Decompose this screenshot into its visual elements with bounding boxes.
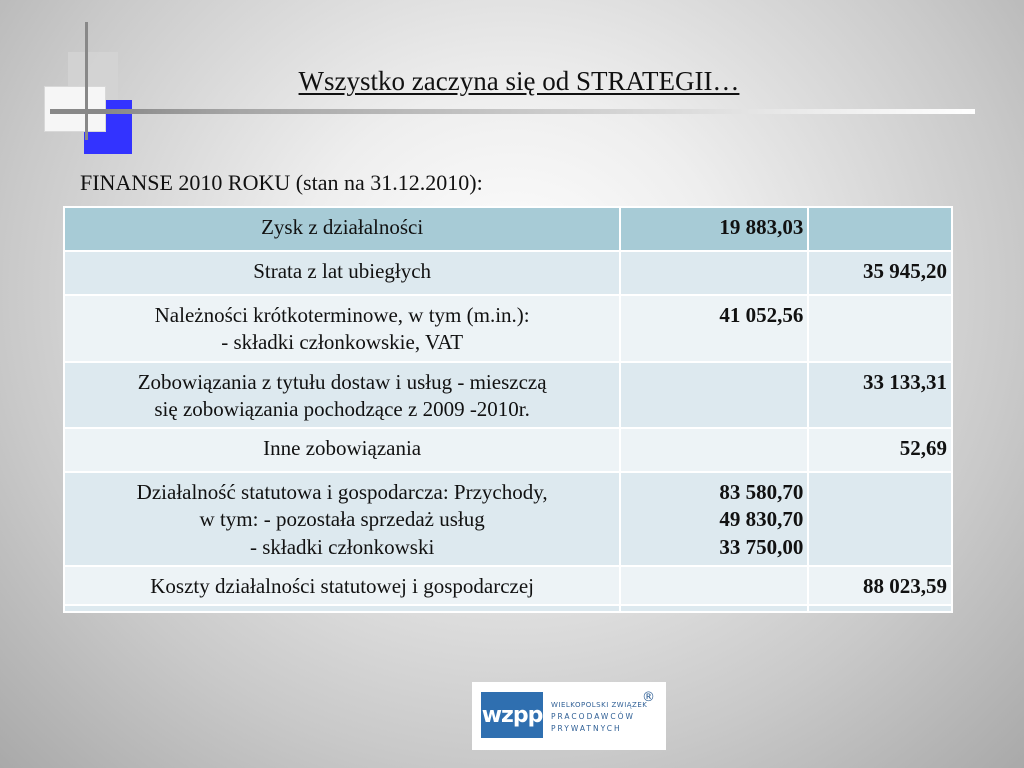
cell-line: 52,69 — [899, 436, 947, 461]
empty-cell — [620, 605, 808, 612]
cell-line: 35 945,20 — [863, 259, 947, 283]
row-value-col2 — [620, 566, 808, 605]
cell-line: Zobowiązania z tytułu dostaw i usług - mieszczą — [137, 369, 547, 394]
logo-mark: wzpp — [481, 692, 543, 738]
registered-mark: ® — [642, 690, 655, 705]
cell-line: 19 883,03 — [719, 215, 804, 239]
cell-line: Inne zobowiązania — [263, 436, 422, 461]
table-row — [64, 295, 952, 362]
row-value-col2 — [620, 295, 808, 362]
table-row-empty — [64, 605, 952, 612]
cell-line: Zysk z działalności — [261, 215, 424, 239]
row-value-col3 — [808, 428, 952, 472]
row-value-col3 — [808, 472, 952, 566]
row-value-col3 — [808, 295, 952, 362]
row-label — [64, 362, 620, 429]
cell-line: się zobowiązania pochodzące z 2009 -2010r. — [154, 396, 530, 421]
row-value-col2 — [620, 472, 808, 566]
logo-line-2: PRACODAWCÓW — [551, 712, 635, 721]
logo-line-1: WIELKOPOLSKI ZWIĄZEK — [551, 701, 648, 709]
title-divider-line — [50, 109, 975, 114]
cell-line: - składki członkowski — [249, 534, 435, 559]
row-label — [64, 207, 620, 251]
cell-line: Koszty działalności statutowej i gospodarczej — [150, 574, 534, 599]
table-row — [64, 251, 952, 295]
slide-subtitle: FINANSE 2010 ROKU (stan na 31.12.2010): — [80, 170, 483, 195]
cell-line: 88 023,59 — [863, 574, 947, 599]
table-row — [64, 428, 952, 472]
empty-cell — [808, 605, 952, 612]
row-label — [64, 428, 620, 472]
cell-line: 83 580,70 — [719, 480, 804, 505]
table-row — [64, 472, 952, 566]
row-value-col3 — [808, 566, 952, 605]
empty-cell — [64, 605, 620, 612]
cell-line: Strata z lat ubiegłych — [253, 259, 432, 283]
logo-line-3: PRYWATNYCH — [551, 724, 622, 733]
table-row — [64, 566, 952, 605]
row-value-col3 — [808, 207, 952, 251]
cell-line: 49 830,70 — [719, 507, 804, 532]
wzpp-logo — [472, 682, 666, 750]
cell-line: 33 750,00 — [719, 534, 804, 559]
row-value-col2 — [620, 207, 808, 251]
cell-line: Działalność statutowa i gospodarcza: Przychody, — [136, 480, 548, 505]
row-label — [64, 566, 620, 605]
row-value-col3 — [808, 362, 952, 429]
cell-line: - składki członkowskie, VAT — [221, 330, 464, 355]
row-value-col2 — [620, 362, 808, 429]
row-value-col3 — [808, 251, 952, 295]
table-row — [64, 362, 952, 429]
row-label — [64, 295, 620, 362]
row-value-col2 — [620, 251, 808, 295]
logo-text — [551, 699, 647, 735]
cell-line: w tym: - pozostała sprzedaż usług — [199, 507, 485, 532]
finance-table — [63, 206, 953, 613]
row-label — [64, 251, 620, 295]
row-value-col2 — [620, 428, 808, 472]
slide-title: Wszystko zaczyna się od STRATEGII… — [298, 66, 740, 96]
cell-line: Należności krótkoterminowe, w tym (m.in.): — [154, 303, 530, 327]
row-label — [64, 472, 620, 566]
cell-line: 33 133,31 — [863, 369, 947, 394]
table-row — [64, 207, 952, 251]
cell-line: 41 052,56 — [719, 303, 804, 327]
